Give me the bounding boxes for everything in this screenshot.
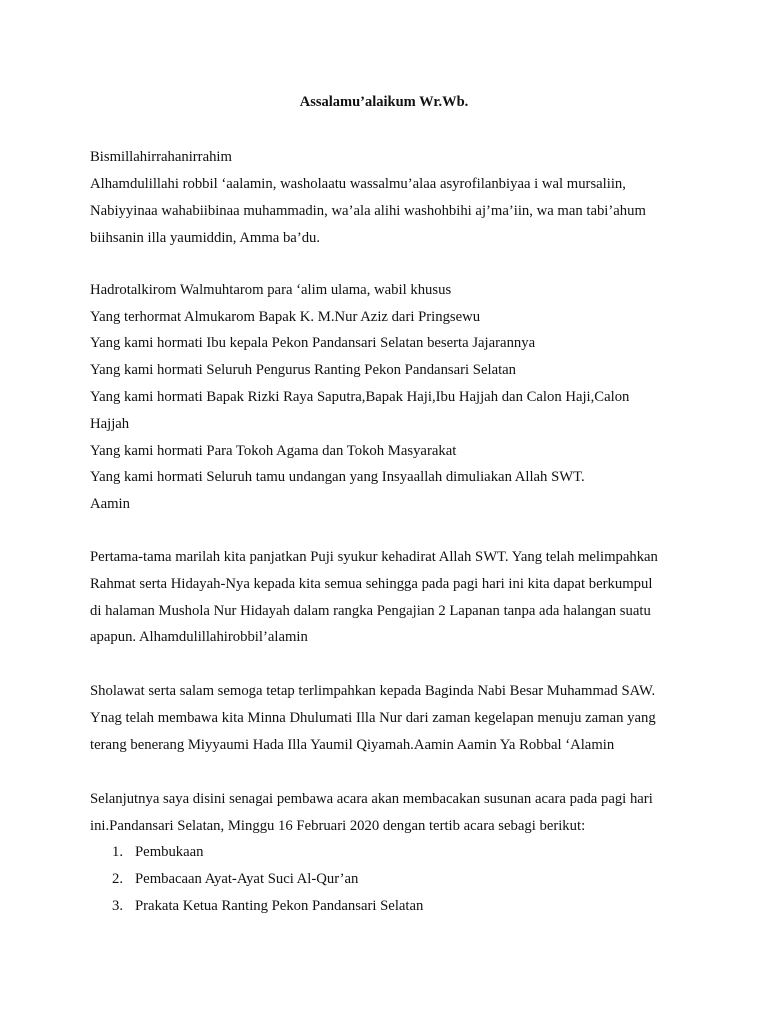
opening-line-1: Bismillahirrahanirrahim bbox=[90, 149, 232, 165]
para3-line-1: Selanjutnya saya disini senagai pembawa acara akan membacakan susunan acara pada pagi hari bbox=[90, 791, 653, 807]
para3-line-2: ini.Pandansari Selatan, Minggu 16 Februari 2020 dengan tertib acara sebagi berikut: bbox=[90, 818, 586, 834]
agenda-item-3-number: 3. bbox=[112, 898, 124, 914]
agenda-item-2-text: Pembacaan Ayat-Ayat Suci Al-Qur’an bbox=[135, 871, 359, 887]
opening-line-2: Alhamdulillahi robbil ‘aalamin, washolaatu wassalmu’alaa asyrofilanbiyaa i wal mursaliin, bbox=[90, 176, 626, 192]
opening-line-4: biihsanin illa yaumiddin, Amma ba’du. bbox=[90, 230, 321, 246]
para2-line-3: terang benerang Miyyaumi Hada Illa Yaumil Qiyamah.Aamin Aamin Ya Robbal ‘Alamin bbox=[90, 737, 615, 753]
greeting-line-5: Yang kami hormati Bapak Rizki Raya Saputra,Bapak Haji,Ibu Hajjah dan Calon Haji,Calon bbox=[90, 389, 630, 405]
agenda-item-2-number: 2. bbox=[112, 871, 124, 887]
greeting-line-3: Yang kami hormati Ibu kepala Pekon Pandansari Selatan beserta Jajarannya bbox=[90, 335, 536, 351]
greeting-line-2: Yang terhormat Almukarom Bapak K. M.Nur Aziz dari Pringsewu bbox=[90, 309, 481, 325]
greeting-line-1: Hadrotalkirom Walmuhtarom para ‘alim ulama, wabil khusus bbox=[90, 282, 452, 298]
para1-line-4: apapun. Alhamdulillahirobbil’alamin bbox=[90, 629, 308, 645]
para2-line-2: Ynag telah membawa kita Minna Dhulumati Illa Nur dari zaman kegelapan menuju zaman yang bbox=[90, 710, 656, 726]
greeting-line-7: Yang kami hormati Para Tokoh Agama dan Tokoh Masyarakat bbox=[90, 443, 457, 459]
para1-line-3: di halaman Mushola Nur Hidayah dalam rangka Pengajian 2 Lapanan tanpa ada halangan suatu bbox=[90, 603, 651, 619]
greeting-line-4: Yang kami hormati Seluruh Pengurus Ranting Pekon Pandansari Selatan bbox=[90, 362, 517, 378]
greeting-line-8: Yang kami hormati Seluruh tamu undangan yang Insyaallah dimuliakan Allah SWT. bbox=[90, 469, 585, 485]
greeting-line-9: Aamin bbox=[90, 496, 130, 512]
agenda-item-3-text: Prakata Ketua Ranting Pekon Pandansari Selatan bbox=[135, 898, 424, 914]
para1-line-2: Rahmat serta Hidayah-Nya kepada kita semua sehingga pada pagi hari ini kita dapat berkumpul bbox=[90, 576, 653, 592]
para2-line-1: Sholawat serta salam semoga tetap terlimpahkan kepada Baginda Nabi Besar Muhammad SAW. bbox=[90, 683, 656, 699]
opening-line-3: Nabiyyinaa wahabiibinaa muhammadin, wa’ala alihi washohbihi aj’ma’iin, wa man tabi’ahum bbox=[90, 203, 646, 219]
greeting-line-6: Hajjah bbox=[90, 416, 130, 432]
agenda-item-1-number: 1. bbox=[112, 844, 124, 860]
agenda-item-1-text: Pembukaan bbox=[135, 844, 204, 860]
para1-line-1: Pertama-tama marilah kita panjatkan Puji syukur kehadirat Allah SWT. Yang telah melimpahkan bbox=[90, 549, 658, 565]
page-title: Assalamu’alaikum Wr.Wb. bbox=[299, 94, 469, 110]
